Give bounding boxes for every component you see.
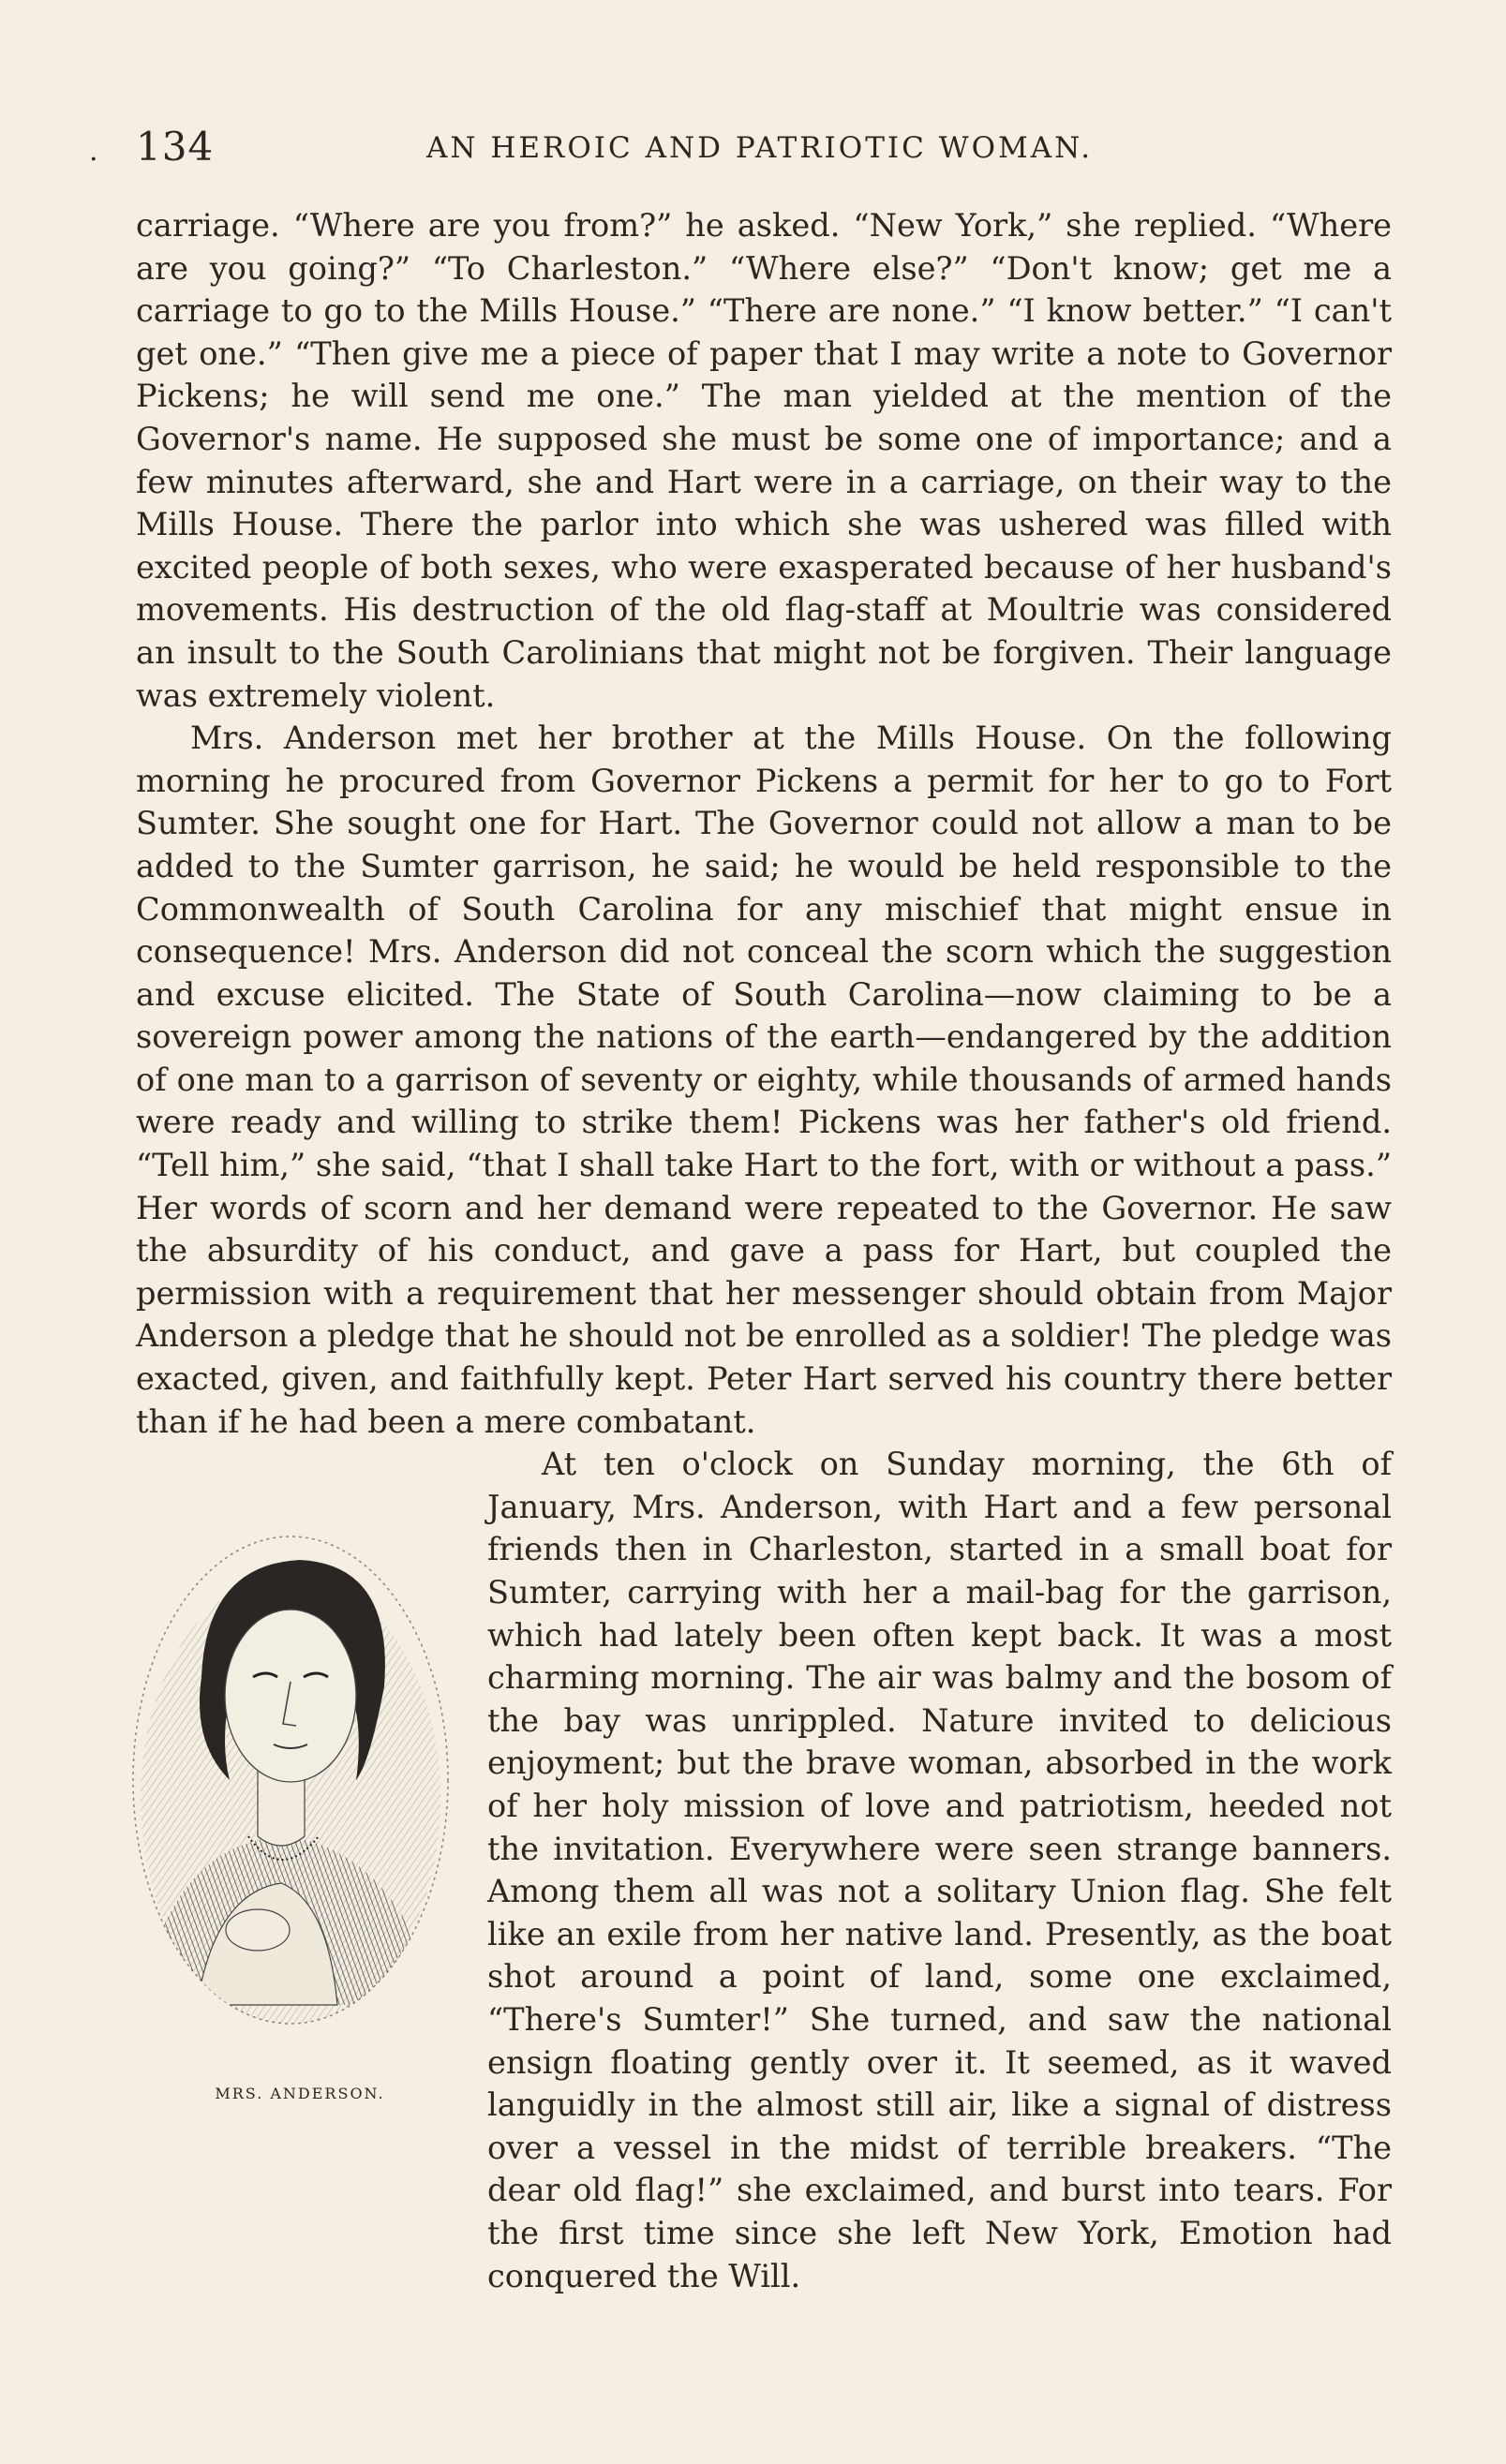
portrait-engraving — [0, 1443, 487, 2400]
body-text — [136, 204, 1392, 2400]
page-dot: . — [89, 135, 98, 168]
portrait-figure — [0, 1443, 487, 2400]
portrait-figure-drawing — [141, 1560, 440, 2024]
figure-caption: MRS. ANDERSON. — [215, 2085, 385, 2103]
page-number: 134 — [136, 124, 215, 170]
paragraph-2: Mrs. Anderson met her brother at the Mills House. On the following morning he procured from Governor Pickens a permit for her to go to Fort Sumter. She sought one for Hart. The Governor could not allow a man to be added to the Sumter garrison, he said; he would be held responsible to the Commonwealth of South Carolina for any mischief that might ensue in consequence! Mrs. Anderson did not conceal the scorn which the suggestion and excuse elicited. The State of South Carolina—now claiming to be a sovereign power among the nations of the earth—endangered by the addition of one man to a garrison of seventy or eighty, while thousands of armed hands were ready and willing to strike them! Pickens was her father's old friend. “Tell him,” she said, “that I shall take Hart to the fort, with or without a pass.” Her words of scorn and her demand were repeated to the Governor. He saw the absurdity of his conduct, and gave a pass for Hart, but coupled the permission with a requirement that her messenger should obtain from Major Anderson a pledge that he should not be enrolled as a soldier! The pledge was exacted, given, and faithfully kept. Peter Hart served his country there better than if he had been a mere combatant. — [136, 720, 1392, 1440]
paragraph-3: At ten o'clock on Sunday morning, the 6th of January, Mrs. Anderson, with Hart and a few personal friends then in Charleston, started in a small boat for Sumter, carrying with her a mail-bag for the garrison, which had lately been often kept back. It was a most charming morning. The air was balmy and the bosom of the bay was unrippled. Nature invited to delicious enjoyment; but the brave woman, absorbed in the work of her holy mission of love and patriotism, heeded not the invitation. Everywhere were seen strange banners. Among them all was not a solitary Union flag. She felt like an exile from her native land. Presently, as the boat shot around a point of land, some one exclaimed, “There's Sumter!” She turned, and saw the national ensign floating gently over it. It seemed, as it waved languidly in the almost still air, like a signal of distress over a vessel in the midst of terrible breakers. “The dear old flag!” she exclaimed, and burst into tears. For the first time since she left New York, Emotion had conquered the Will. — [487, 1446, 1392, 2294]
page-header — [89, 124, 1420, 180]
paragraph-1: carriage. “Where are you from?” he asked. “New York,” she replied. “Where are you going?” “To Charleston.” “Where else?” “Don't know; get me a carriage to go to the Mills House.” “There are none.” “I know better.” “I can't get one.” “Then give me a piece of paper that I may write a note to Governor Pickens; he will send me one.” The man yielded at the mention of the Governor's name. He supposed she must be some one of importance; and a few minutes afterward, she and Hart were in a carriage, on their way to the Mills House. There the parlor into which she was ushered was filled with excited people of both sexes, who were exasperated because of her husband's movements. His destruction of the old flag-staff at Moultrie was considered an insult to the South Carolinians that might not be forgiven. Their language was extremely violent. — [136, 207, 1392, 714]
running-title: AN HEROIC AND PATRIOTIC WOMAN. — [426, 131, 1094, 165]
